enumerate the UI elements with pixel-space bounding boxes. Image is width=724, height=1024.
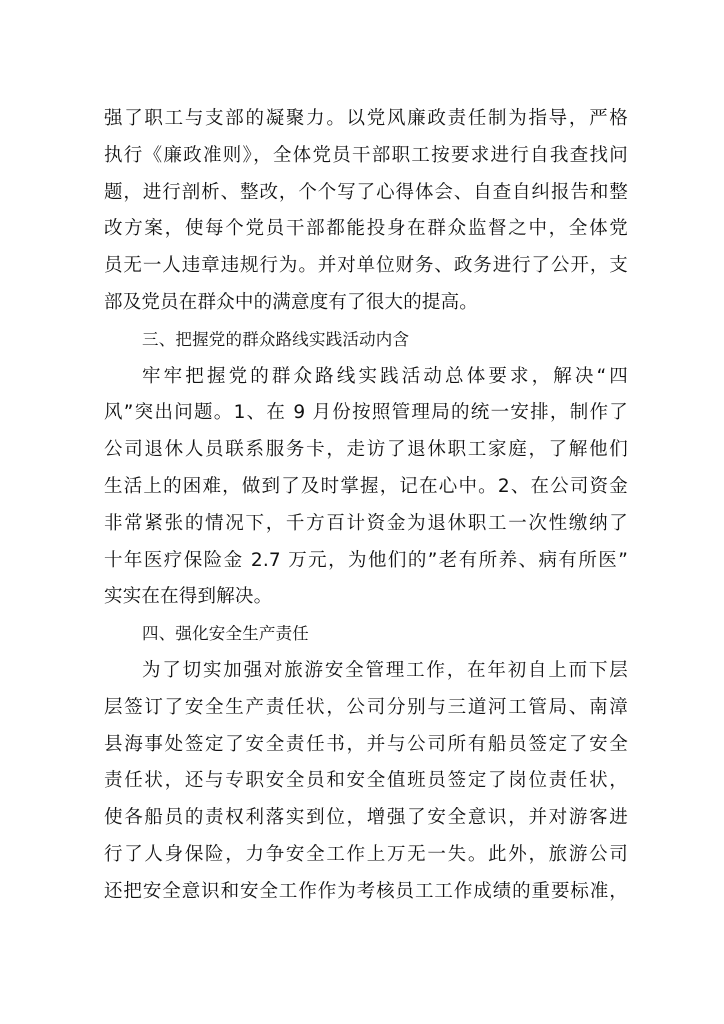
body-text-line: 改方案，使每个党员干部都能投身在群众监督之中，全体党 (104, 218, 628, 240)
body-text-line: 员无一人违章违规行为。并对单位财务、政务进行了公开，支 (104, 255, 628, 277)
body-text-line: 使各船员的责权利落实到位，增强了安全意识，并对游客进 (104, 807, 628, 829)
body-text-line: 题，进行剖析、整改，个个写了心得体会、自查自纠报告和整 (104, 181, 628, 203)
body-text-line: 执行《廉政准则》，全体党员干部职工按要求进行自我查找问 (104, 144, 628, 166)
body-text-line: 生活上的困难，做到了及时掌握，记在心中。2、在公司资金 (104, 475, 628, 497)
body-text-line: 风”突出问题。1、在 9 月份按照管理局的统一安排，制作了 (104, 402, 628, 424)
section-heading-3: 三、把握党的群众路线实践活动内含 (142, 329, 410, 349)
body-text-line: 还把安全意识和安全工作作为考核员工工作成绩的重要标准， (104, 880, 628, 902)
body-text-line: 强了职工与支部的凝聚力。以党风廉政责任制为指导，严格 (104, 108, 628, 129)
body-text-line: 公司退休人员联系服务卡，走访了退休职工家庭，了解他们 (104, 439, 628, 461)
document-body (104, 101, 628, 911)
body-text-line: 为了切实加强对旅游安全管理工作，在年初自上而下层 (142, 659, 628, 681)
body-text-line: 牢牢把握党的群众路线实践活动总体要求，解决“四 (142, 365, 628, 387)
body-text-line: 层签订了安全生产责任状，公司分别与三道河工管局、南漳 (104, 696, 628, 718)
body-text-line: 非常紧张的情况下，千方百计资金为退休职工一次性缴纳了 (104, 512, 628, 534)
body-text-line: 十年医疗保险金 2.7 万元，为他们的”老有所养、病有所医” (104, 549, 628, 571)
body-text-line: 部及党员在群众中的满意度有了很大的提高。 (104, 291, 479, 313)
section-heading-4: 四、强化安全生产责任 (142, 624, 309, 644)
body-text-line: 县海事处签定了安全责任书，并与公司所有船员签定了安全 (104, 733, 628, 755)
body-text-line: 实实在在得到解决。 (104, 586, 273, 608)
body-text-line: 责任状，还与专职安全员和安全值班员签定了岗位责任状， (104, 770, 628, 792)
body-text-line: 行了人身保险，力争安全工作上万无一失。此外，旅游公司 (104, 843, 628, 865)
